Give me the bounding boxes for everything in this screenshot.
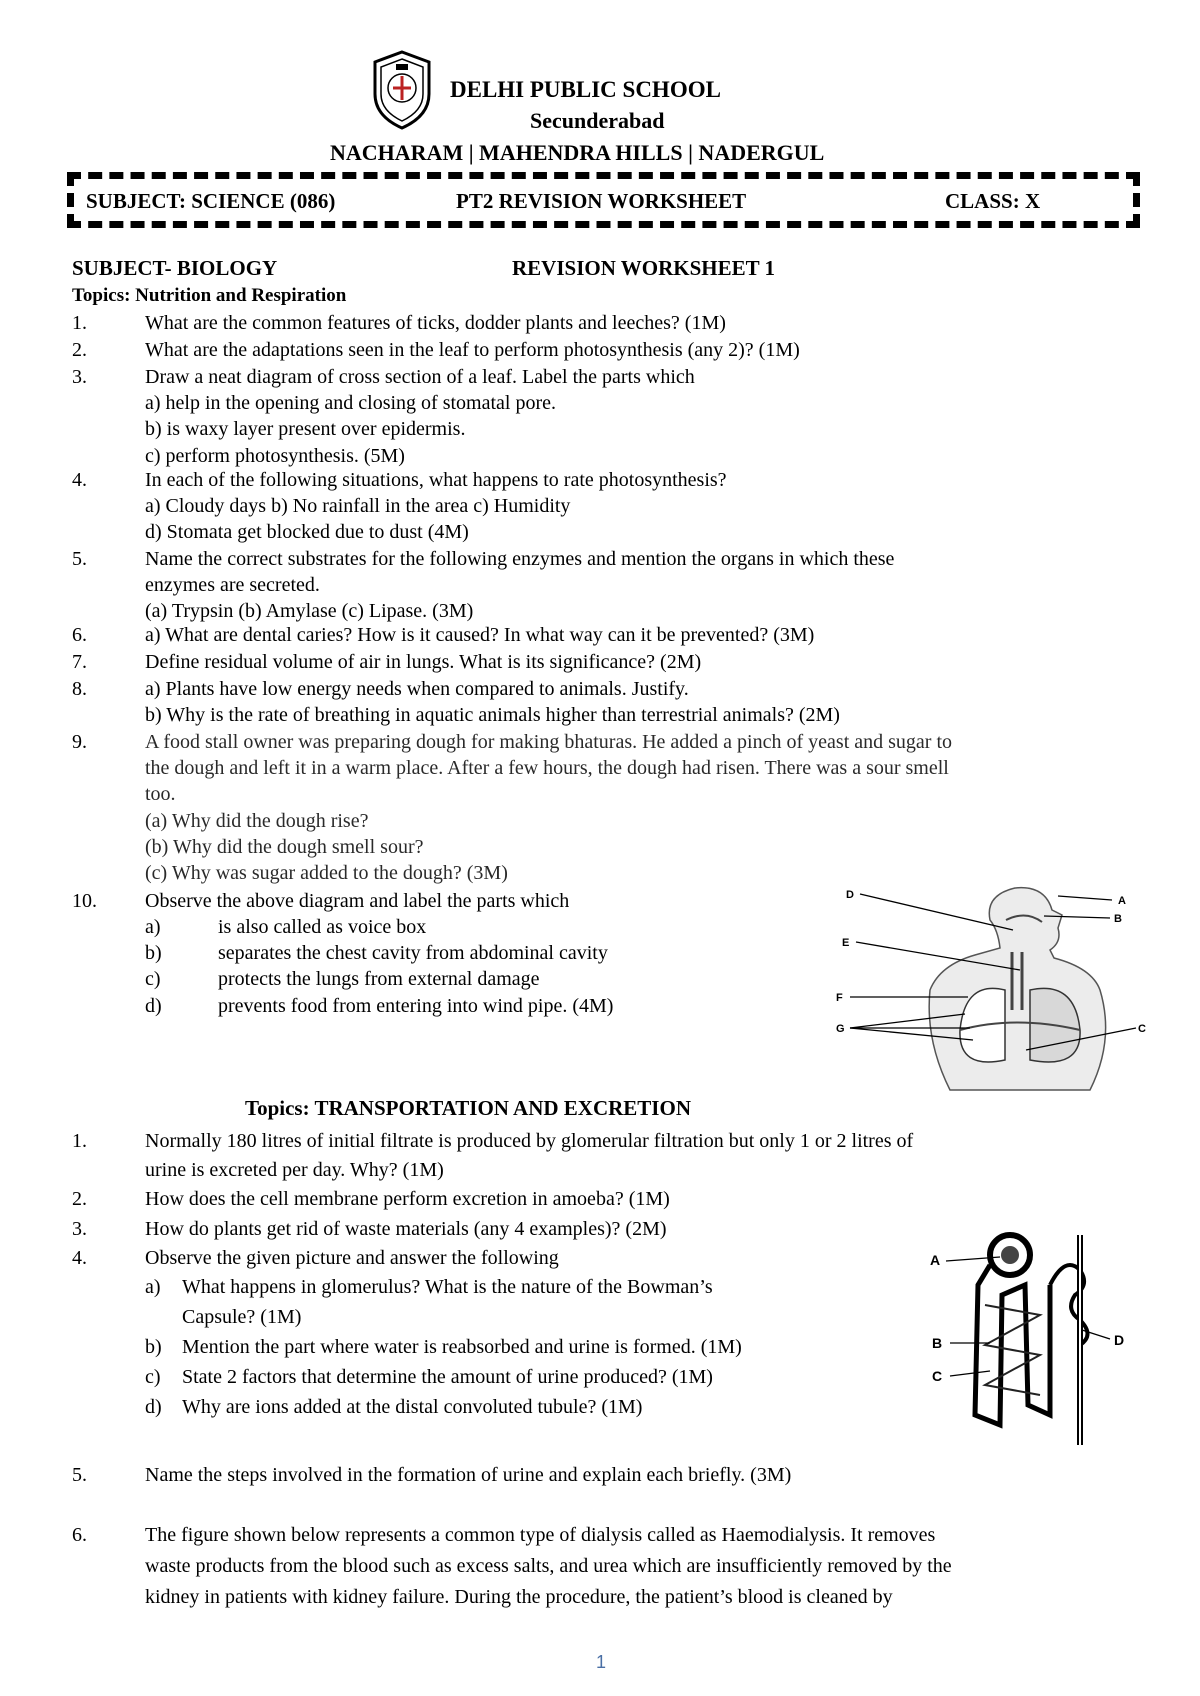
question-text: a) What are dental caries? How is it caused? In what way can it be prevented? (3M)	[145, 624, 815, 646]
label-c: C	[1138, 1023, 1146, 1035]
question-text: What are the adaptations seen in the leaf to perform photosynthesis (any 2)? (1M)	[145, 339, 800, 361]
question-number: 1.	[72, 312, 87, 334]
question-text: Normally 180 litres of initial filtrate is produced by glomerular filtration but only 1 or 2 litres of	[145, 1130, 914, 1152]
question-text: a) Cloudy days b) No rainfall in the area c) Humidity	[145, 495, 571, 518]
subpart-label: b)	[145, 1336, 162, 1358]
respiratory-diagram	[830, 880, 1160, 1095]
class-label: CLASS: X	[945, 189, 1041, 213]
question-text: In each of the following situations, what happens to rate photosynthesis?	[145, 469, 727, 491]
question-text: a) help in the opening and closing of stomatal pore.	[145, 392, 557, 415]
question-text: What are the common features of ticks, dodder plants and leeches? (1M)	[145, 312, 726, 334]
subpart-text: What happens in glomerulus? What is the nature of the Bowman’s	[182, 1276, 713, 1298]
question-text: How do plants get rid of waste materials (any 4 examples)? (2M)	[145, 1218, 667, 1240]
question-text: How does the cell membrane perform excretion in amoeba? (1M)	[145, 1188, 670, 1210]
nephron-label-d: D	[1114, 1332, 1125, 1348]
question-text: the dough and left it in a warm place. After a few hours, the dough had risen. There was a sour smell	[145, 757, 949, 780]
question-number: 2.	[72, 1188, 87, 1210]
question-text: waste products from the blood such as excess salts, and urea which are insufficiently removed by the	[145, 1555, 952, 1577]
subpart-label: c)	[145, 1366, 161, 1388]
subpart-label: d)	[145, 1396, 162, 1418]
question-text: (b) Why did the dough smell sour?	[145, 835, 424, 858]
label-f: F	[836, 992, 843, 1004]
label-d: D	[846, 889, 854, 901]
label-e: E	[842, 937, 850, 949]
label-a: A	[1118, 895, 1126, 907]
subject-label: SUBJECT: SCIENCE (086)	[86, 189, 336, 213]
subpart-text: Mention the part where water is reabsorbed and urine is formed. (1M)	[182, 1336, 742, 1358]
label-g: G	[836, 1023, 845, 1035]
question-text: d) Stomata get blocked due to dust (4M)	[145, 521, 469, 544]
question-text: too.	[145, 783, 176, 806]
school-logo	[369, 50, 435, 130]
subpart-text: State 2 factors that determine the amount of urine produced? (1M)	[182, 1366, 713, 1388]
question-text: Define residual volume of air in lungs. What is its significance? (2M)	[145, 651, 702, 673]
question-text: a) Plants have low energy needs when compared to animals. Justify.	[145, 678, 689, 700]
question-text: enzymes are secreted.	[145, 574, 320, 597]
question-text: c) perform photosynthesis. (5M)	[145, 444, 405, 467]
topics2-heading: Topics: TRANSPORTATION AND EXCRETION	[245, 1096, 691, 1120]
question-number: 8.	[72, 678, 87, 700]
nephron-label-c: C	[932, 1368, 943, 1384]
question-number: 2.	[72, 339, 87, 361]
subpart-label: a)	[145, 916, 161, 938]
subpart-label: a)	[145, 1276, 161, 1298]
question-text: urine is excreted per day. Why? (1M)	[145, 1159, 444, 1181]
page-number: 1	[596, 1652, 607, 1672]
question-number: 5.	[72, 1464, 87, 1486]
subpart-text: protects the lungs from external damage	[218, 968, 540, 991]
question-text: Draw a neat diagram of cross section of a leaf. Label the parts which	[145, 366, 695, 388]
question-number: 1.	[72, 1130, 87, 1152]
question-text: (c) Why was sugar added to the dough? (3M)	[145, 862, 508, 884]
question-number: 6.	[72, 1524, 87, 1546]
nephron-diagram	[930, 1225, 1130, 1455]
question-number: 10.	[72, 890, 97, 912]
worksheet-label: PT2 REVISION WORKSHEET	[456, 189, 747, 213]
question-number: 7.	[72, 651, 87, 673]
question-number: 5.	[72, 548, 87, 570]
question-text: A food stall owner was preparing dough for making bhaturas. He added a pinch of yeast and sugar to	[145, 731, 953, 753]
question-text: kidney in patients with kidney failure. During the procedure, the patient’s blood is cleaned by	[145, 1586, 893, 1608]
question-number: 4.	[72, 1247, 87, 1269]
school-branches: NACHARAM | MAHENDRA HILLS | NADERGUL	[330, 140, 825, 165]
question-number: 3.	[72, 366, 87, 388]
topics-heading: Topics: Nutrition and Respiration	[72, 285, 347, 306]
label-b: B	[1114, 913, 1122, 925]
question-number: 6.	[72, 624, 87, 646]
subpart-text: prevents food from entering into wind pipe. (4M)	[218, 994, 614, 1017]
subpart-text: Why are ions added at the distal convoluted tubule? (1M)	[182, 1396, 643, 1418]
subpart-label: c)	[145, 968, 161, 991]
nephron-label-a: A	[930, 1252, 941, 1268]
section-subject: SUBJECT- BIOLOGY	[72, 256, 278, 280]
nephron-label-b: B	[932, 1335, 943, 1351]
question-number: 3.	[72, 1218, 87, 1240]
question-text: Name the correct substrates for the following enzymes and mention the organs in which these	[145, 548, 895, 570]
question-number: 4.	[72, 469, 87, 491]
question-text: (a) Why did the dough rise?	[145, 809, 369, 832]
question-text: b) is waxy layer present over epidermis.	[145, 418, 466, 441]
subpart-text: is also called as voice box	[218, 916, 427, 938]
question-text: Observe the above diagram and label the parts which	[145, 890, 570, 912]
question-text: Observe the given picture and answer the following	[145, 1247, 559, 1269]
subpart-label: d)	[145, 994, 162, 1017]
subpart-label: b)	[145, 942, 162, 965]
school-name: DELHI PUBLIC SCHOOL	[450, 77, 721, 102]
question-text: (a) Trypsin (b) Amylase (c) Lipase. (3M)	[145, 600, 474, 623]
subpart-text: separates the chest cavity from abdominal cavity	[218, 942, 608, 965]
school-city: Secunderabad	[530, 108, 665, 133]
question-text: The figure shown below represents a common type of dialysis called as Haemodialysis. It removes	[145, 1524, 936, 1546]
question-text: b) Why is the rate of breathing in aquatic animals higher than terrestrial animals? (2M)	[145, 704, 840, 727]
subpart-text: Capsule? (1M)	[182, 1306, 302, 1328]
question-number: 9.	[72, 731, 87, 753]
question-text: Name the steps involved in the formation of urine and explain each briefly. (3M)	[145, 1464, 792, 1486]
section-title: REVISION WORKSHEET 1	[512, 256, 775, 280]
